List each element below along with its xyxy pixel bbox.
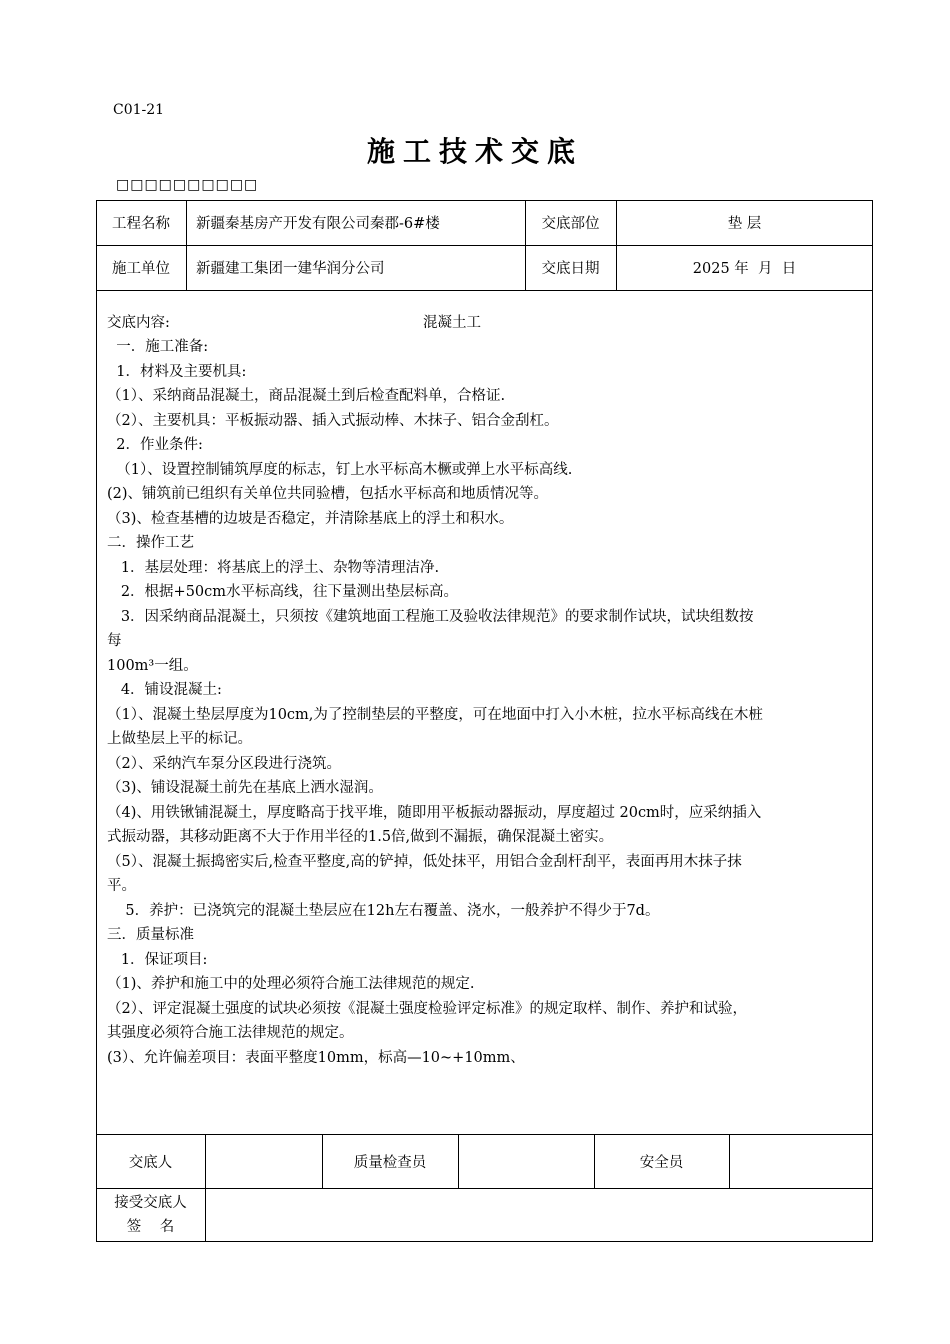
document-title: 施工技术交底 bbox=[366, 135, 583, 168]
quality-inspector-signature-field[interactable] bbox=[458, 1134, 594, 1188]
content-line: （2）、采纳汽车泵分区段进行浇筑。 bbox=[107, 755, 341, 772]
position-label: 交底部位 bbox=[541, 216, 600, 232]
content-line: （4)、用铁锹铺混凝土，厚度略高于找平堆，随即用平板振动器振动，厚度超过 20cm时，应采纳插入 bbox=[107, 804, 762, 821]
content-line: （1）、设置控制铺筑厚度的标志，钉上水平标高木橛或弹上水平标高线. bbox=[107, 461, 573, 478]
content-line: 2．根据+50cm水平标高线，往下量测出垫层标高。 bbox=[107, 584, 459, 600]
receiver-signature-field[interactable] bbox=[205, 1188, 873, 1242]
content-line: （3)、检查基槽的边坡是否稳定，并清除基底上的浮土和积水。 bbox=[107, 510, 514, 527]
content-line: 3．因采纳商品混凝土，只须按《建筑地面工程施工及验收法律规范》的要求制作试块，试块组数按 bbox=[107, 608, 754, 625]
content-line: 上做垫层上平的标记。 bbox=[107, 731, 252, 747]
quality-inspector-label: 质量检查员 bbox=[353, 1154, 427, 1171]
date-label: 交底日期 bbox=[541, 261, 600, 277]
construction-unit-value: 新疆建工集团一建华润分公司 bbox=[196, 261, 385, 277]
content-line: 1．保证项目: bbox=[107, 951, 208, 968]
project-name-label: 工程名称 bbox=[112, 216, 170, 232]
content-line: 2．作业条件: bbox=[107, 437, 203, 453]
content-line: 三．质量标准 bbox=[107, 927, 194, 943]
content-line: （5）、混凝土振捣密实后,检查平整度,高的铲掉，低处抹平，用铝合金刮杆刮平，表面再用木抹子抹 bbox=[107, 853, 742, 870]
construction-unit-label: 施工单位 bbox=[112, 261, 170, 277]
content-topic: 混凝土工 bbox=[423, 315, 481, 331]
content-line: （2）、主要机具：平板振动器、插入式振动棒、木抹子、铝合金刮杠。 bbox=[107, 412, 559, 429]
content-line: 每 bbox=[107, 633, 122, 649]
safety-officer-label: 安全员 bbox=[639, 1154, 684, 1171]
content-label: 交底内容: bbox=[107, 315, 170, 331]
content-line: (2)、铺筑前已组织有关单位共同验槽，包括水平标高和地质情况等。 bbox=[107, 486, 549, 502]
content-line: (3）、允许偏差项目：表面平整度10mm，标高—10~+10mm、 bbox=[107, 1049, 525, 1066]
content-line: （1）、采纳商品混凝土，商品混凝土到后检查配料单，合格证. bbox=[107, 388, 506, 404]
content-line: （1)、养护和施工中的处理必须符合施工法律规范的规定. bbox=[107, 976, 475, 992]
content-line: 一．施工准备: bbox=[107, 339, 209, 355]
content-line: 100m³一组。 bbox=[107, 657, 198, 674]
document-code: C01-21 bbox=[113, 102, 165, 118]
receiver-label bbox=[96, 1191, 205, 1239]
garbled-line: □□□□□□□□□□ bbox=[116, 177, 259, 193]
content-line: 1．材料及主要机具: bbox=[107, 363, 247, 380]
content-line: 4．铺设混凝土: bbox=[107, 682, 222, 698]
content-line: 其强度必须符合施工法律规范的规定。 bbox=[107, 1025, 354, 1041]
presenter-signature-field[interactable] bbox=[205, 1134, 322, 1188]
receiver-label-line1: 接受交底人 bbox=[114, 1195, 187, 1211]
content-line: 平。 bbox=[107, 878, 136, 894]
content-line: （3)、铺设混凝土前先在基底上洒水湿润。 bbox=[107, 780, 383, 796]
content-line: 5．养护：已浇筑完的混凝土垫层应在12h左右覆盖、浇水，一般养护不得少于7d。 bbox=[107, 902, 660, 919]
presenter-label: 交底人 bbox=[128, 1154, 173, 1171]
position-value: 垫 层 bbox=[727, 216, 762, 232]
content-line: 1．基层处理：将基底上的浮土、杂物等清理洁净. bbox=[107, 559, 440, 576]
content-line: （1）、混凝土垫层厚度为10cm,为了控制垫层的平整度，可在地面中打入小木桩，拉水平标高线在木桩 bbox=[107, 706, 763, 723]
col-divider bbox=[186, 200, 187, 290]
content-line: 二．操作工艺 bbox=[107, 535, 194, 551]
content-line: （2）、评定混凝土强度的试块必须按《混凝土强度检验评定标准》的规定取样、制作、养护和试验， bbox=[107, 1000, 747, 1017]
project-name-value: 新疆秦基房产开发有限公司秦郡-6#楼 bbox=[196, 216, 440, 232]
safety-officer-signature-field[interactable] bbox=[729, 1134, 873, 1188]
receiver-label-line2: 签 名 bbox=[126, 1219, 175, 1235]
row-divider bbox=[96, 290, 873, 291]
date-value: 2025 年 月 日 bbox=[692, 261, 797, 277]
content-line: 式振动器，其移动距离不大于作用半径的1.5倍,做到不漏振，确保混凝土密实。 bbox=[107, 829, 614, 845]
